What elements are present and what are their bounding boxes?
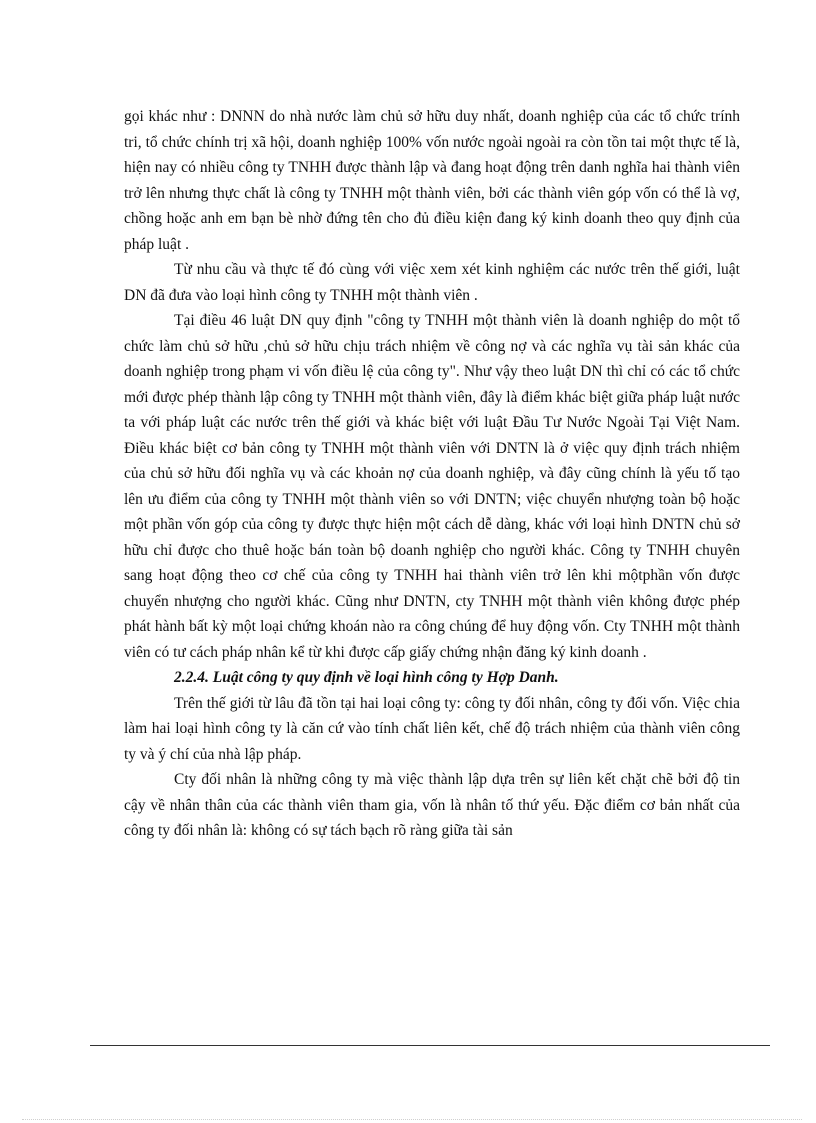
paragraph-4: Trên thế giới từ lâu đã tồn tại hai loại công ty: công ty đối nhân, công ty đối vốn. Việc chia làm hai loại hình công ty là căn cứ vào tính chất liên kết, chế độ trách nhiệm của thành viên công ty và ý chí của nhà lập pháp. — [124, 694, 740, 763]
section-heading: 2.2.4. Luật công ty quy định về loại hình công ty Hợp Danh. — [174, 669, 559, 686]
page-bottom-border — [22, 1119, 802, 1120]
paragraph-5: Cty đối nhân là những công ty mà việc thành lập dựa trên sự liên kết chặt chẽ bởi độ tin cậy về nhân thân của các thành viên tham gia, vốn là nhân tố thứ yếu. Đặc điểm cơ bản nhất của công ty đối nhân là: không có sự tách bạch rõ ràng giữa tài sản — [124, 771, 740, 839]
paragraph-2: Từ nhu cầu và thực tế đó cùng với việc xem xét kinh nghiệm các nước trên thế giới, luật DN đã đưa vào loại hình công ty TNHH một thành viên . — [124, 261, 740, 304]
footer-divider — [90, 1045, 770, 1046]
page-body — [124, 104, 740, 844]
paragraph-3: Tại điều 46 luật DN quy định "công ty TNHH một thành viên là doanh nghiệp do một tổ chức làm chủ sở hữu ,chủ sở hữu chịu trách nhiệm về công nợ và các nghĩa vụ tài sản khác của doanh nghiệp trong phạm vi vốn điều lệ của công ty". Như vậy theo luật DN thì chỉ có các tổ chức mới được phép thành lập công ty TNHH một thành viên, đây là điểm khác biệt giữa pháp luật nước ta với pháp luật các nước trên thế giới và khác biệt với luật Đầu Tư Nước Ngoài Tại Việt Nam. Điều khác biệt cơ bản công ty TNHH một thành viên với DNTN là ở việc quy định trách nhiệm của chủ sở hữu đối nghĩa vụ và các khoản nợ của doanh nghiệp, và đây cũng chính là yếu tố tạo lên ưu điểm của công ty TNHH một thành viên so với DNTN; việc chuyển nhượng toàn bộ hoặc một phần vốn góp của công ty được thực hiện một cách dễ dàng, khác với loại hình DNTN chủ sở hữu chỉ được cho thuê hoặc bán toàn bộ doanh nghiệp cho người khác. Công ty TNHH chuyên sang hoạt động theo cơ chế của công ty TNHH hai thành viên trở lên khi mộtphần vốn được chuyển nhượng cho người khác. Cũng như DNTN, cty TNHH một thành viên không được phép phát hành bất kỳ một loại chứng khoán nào ra công chúng để huy động vốn. Cty TNHH một thành viên có tư cách pháp nhân kể từ khi được cấp giấy chứng nhận đăng ký kinh doanh . — [124, 312, 740, 661]
paragraph-1: gọi khác như : DNNN do nhà nước làm chủ sở hữu duy nhất, doanh nghiệp của các tổ chức trính tri, tổ chức chính trị xã hội, doanh nghiệp 100% vốn nước ngoài ngoài ra còn tồn tai một thực tế là, hiện nay có nhiều công ty TNHH được thành lập và đang hoạt động trên danh nghĩa hai thành viên trở lên nhưng thực chất là công ty TNHH một thành viên, bởi các thành viên góp vốn có thể là vợ, chồng hoặc anh em bạn bè nhờ đứng tên cho đủ điều kiện đang ký kinh doanh theo quy định của pháp luật . — [124, 108, 740, 253]
